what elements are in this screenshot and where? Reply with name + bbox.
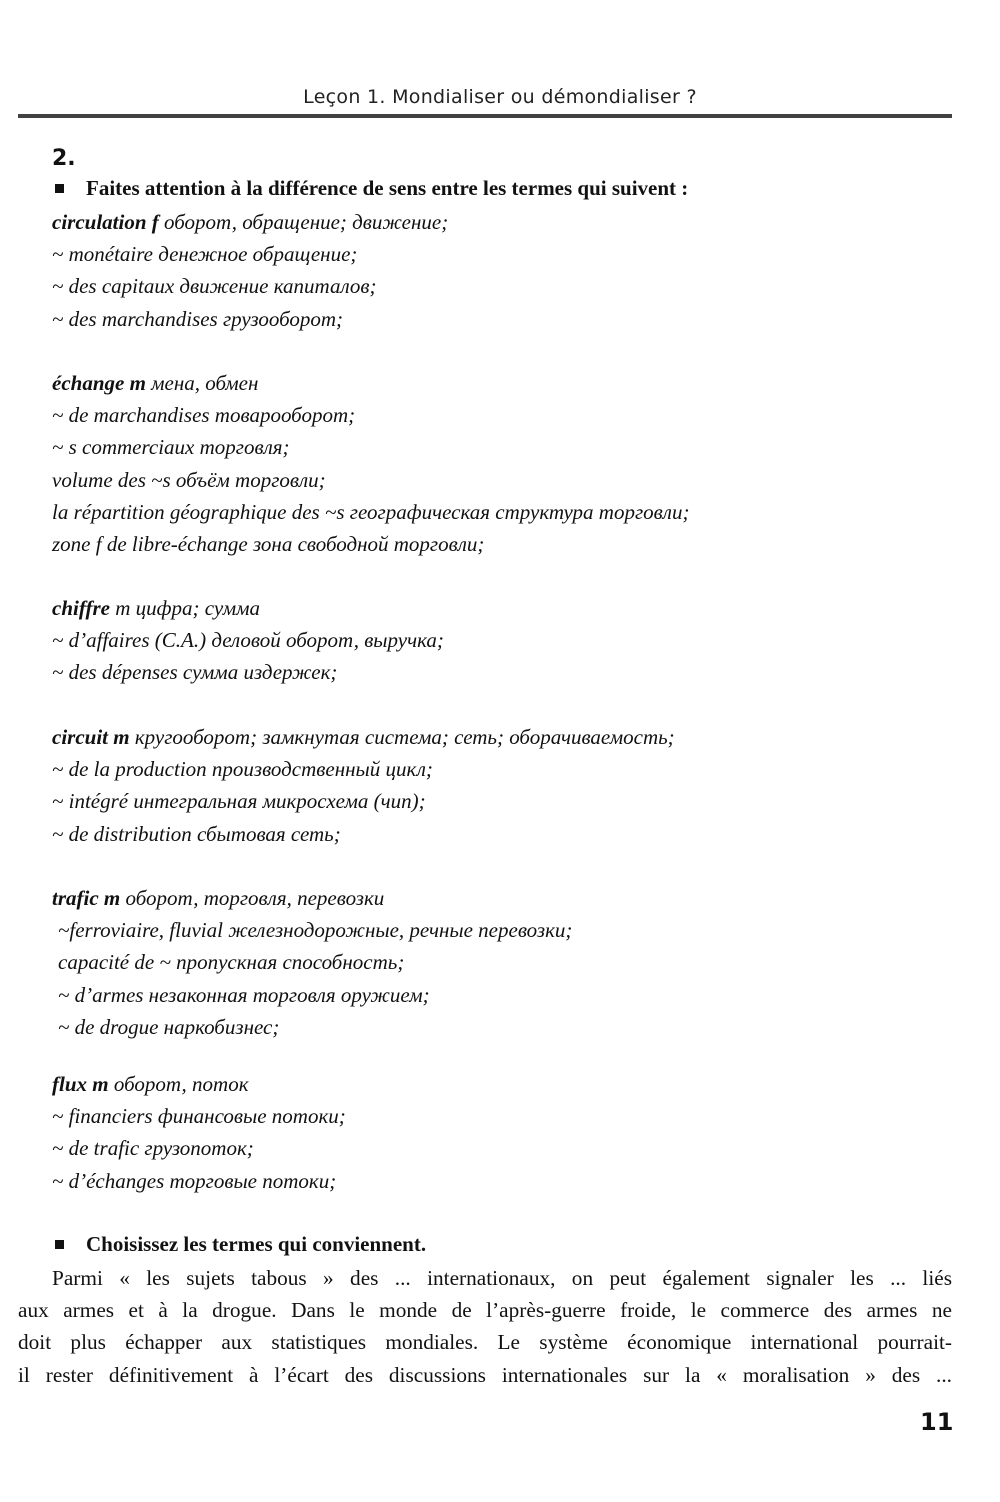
entry-line: ~ferroviaire, fluvial железнодорожные, речные перевозки; <box>58 918 573 943</box>
entry-head-line <box>52 1068 346 1100</box>
entry-head-translation: m цифра; сумма <box>109 596 261 620</box>
paragraph-line: Parmi « les sujets tabous » des ... internationaux, on peut également signaler les ... liés <box>52 1266 952 1290</box>
entry-head: flux m <box>52 1072 109 1096</box>
entry-trafic <box>52 882 572 1043</box>
entry-line: la répartition géographique des ~s географическая структура торговли; <box>52 499 690 524</box>
square-bullet-icon <box>55 184 64 193</box>
entry-line: zone f de libre-échange зона свободной торговли; <box>52 531 485 556</box>
entry-echange <box>52 367 689 560</box>
entry-line: ~ des capitaux движение капиталов; <box>52 274 377 299</box>
section-number: 2. <box>52 146 76 171</box>
entry-head: trafic m <box>52 886 121 910</box>
entry-line: ~ de distribution сбытовая сеть; <box>52 821 341 846</box>
entry-head-line <box>52 592 444 624</box>
page-number: 11 <box>920 1408 954 1436</box>
paragraph-line: il rester définitivement à l’écart des discussions internationales sur la « moralisation » des ... <box>18 1362 952 1387</box>
entry-chiffre <box>52 592 444 689</box>
entry-head-translation: оборот, торговля, перевозки <box>120 886 385 910</box>
entry-head: circuit m <box>52 725 130 749</box>
entry-circulation <box>52 206 448 335</box>
entry-line: ~ de marchandises товарооборот; <box>52 403 356 428</box>
paragraph-line: aux armes et à la drogue. Dans le monde de l’après-guerre froide, le commerce des armes ne <box>18 1298 952 1323</box>
entry-head: échange m <box>52 371 146 395</box>
instruction-1 <box>52 176 688 201</box>
square-bullet-icon <box>55 1240 64 1249</box>
entry-head-line <box>52 206 448 238</box>
entry-line: ~ monétaire денежное обращение; <box>52 242 358 267</box>
entry-line: capacité de ~ пропускная способность; <box>58 950 405 975</box>
entry-head-line <box>52 721 675 753</box>
entry-line: ~ de la production производственный цикл; <box>52 757 433 782</box>
header-rule <box>18 114 952 118</box>
paragraph-line: doit plus échapper aux statistiques mondiales. Le système économique international pourrait- <box>18 1330 952 1355</box>
entry-line: ~ de drogue наркобизнес; <box>58 1014 280 1039</box>
entry-line: ~ s commerciaux торговля; <box>52 435 290 460</box>
entry-line: volume des ~s объём торговли; <box>52 467 326 492</box>
entry-head-line <box>52 367 689 399</box>
entry-head-translation: кругооборот; замкнутая система; сеть; оборачиваемость; <box>129 725 675 749</box>
entry-line: ~ intégré интегральная микросхема (чип); <box>52 789 426 814</box>
entry-head-translation: мена, обмен <box>145 371 259 395</box>
instruction-2 <box>52 1232 426 1257</box>
running-head: Leçon 1. Mondialiser ou démondialiser ? <box>303 86 697 108</box>
entry-line: ~ des marchandises грузооборот; <box>52 306 344 331</box>
entry-line: ~ d’armes незаконная торговля оружием; <box>58 982 430 1007</box>
entry-circuit <box>52 721 675 850</box>
exercise-paragraph <box>18 1262 952 1391</box>
entry-head-translation: оборот, поток <box>108 1072 249 1096</box>
entry-flux <box>52 1068 346 1197</box>
entry-head: circulation f <box>52 210 159 234</box>
instruction-2-text: Choisissez les termes qui conviennent. <box>86 1232 427 1256</box>
entry-line: ~ d’affaires (C.A.) деловой оборот, выручка; <box>52 628 444 653</box>
instruction-1-text: Faites attention à la différence de sens entre les termes qui suivent : <box>86 176 689 200</box>
entry-line: ~ des dépenses сумма издержек; <box>52 660 338 685</box>
entry-head-translation: оборот, обращение; движение; <box>158 210 449 234</box>
entry-line: ~ d’échanges торговые потоки; <box>52 1168 337 1193</box>
entry-line: ~ financiers финансовые потоки; <box>52 1104 346 1129</box>
entry-head: chiffre <box>52 596 110 620</box>
entry-head-line <box>52 882 572 914</box>
entry-line: ~ de trafic грузопоток; <box>52 1136 254 1161</box>
